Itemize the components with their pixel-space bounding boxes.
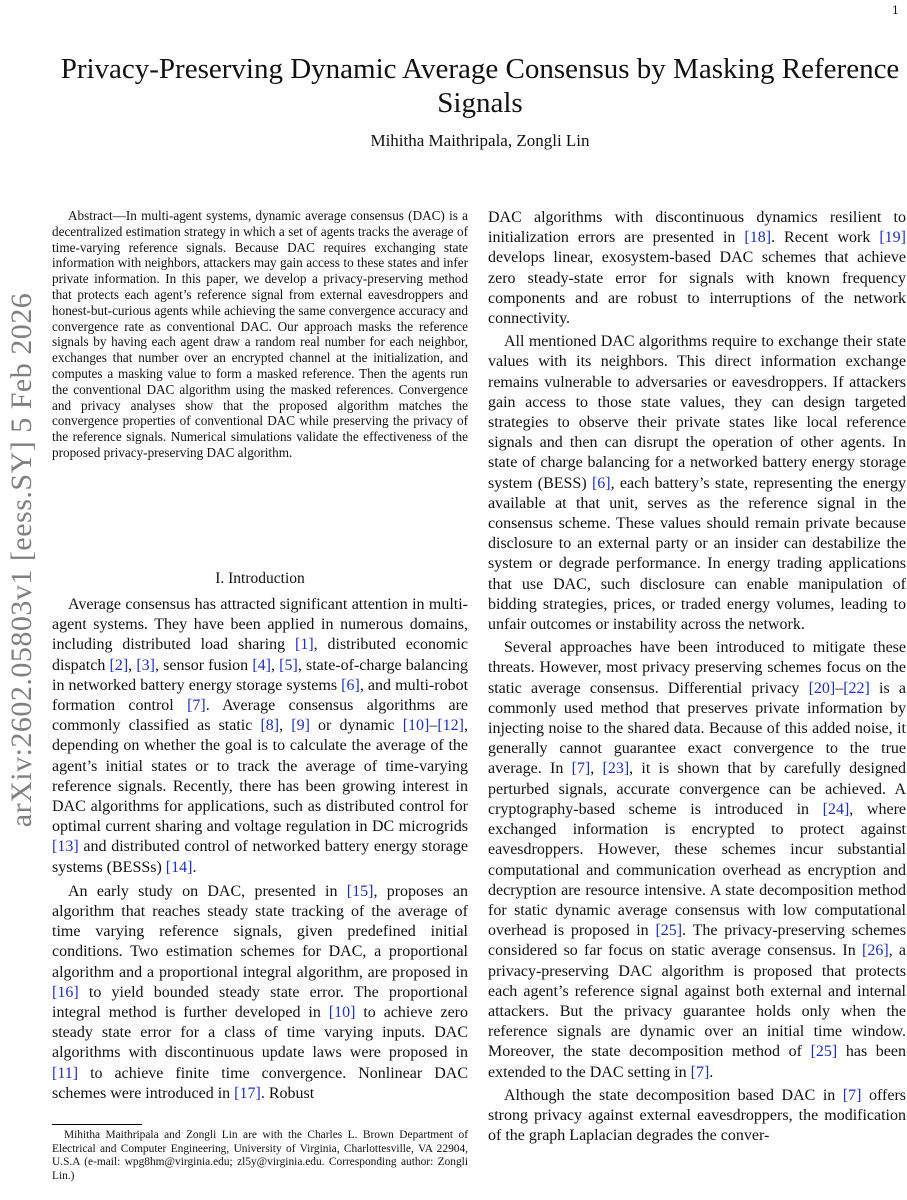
text-run: , [590,760,603,778]
text-run: . The privacy-preserving schemes considered so far focus on static average consensus. In [488,922,907,960]
text-run: , [271,656,280,674]
text-run: has been extended to the DAC setting in [488,1043,907,1081]
citation-link[interactable]: [23] [602,760,630,778]
section-heading-introduction: I. Introduction [215,570,305,587]
author-list: Mihitha Maithripala, Zongli Lin [370,131,590,150]
citation-link[interactable]: [7] [690,1063,710,1081]
text-run: Several approaches have been introduced to mitigate these threats. However, most privacy preserving schemes focus on the static average consensus. Differential privacy [488,639,906,697]
citation-link[interactable]: [6] [591,474,611,492]
text-run: An early study on DAC, presented in [68,882,347,900]
paragraph [488,208,906,329]
citation-link[interactable]: [10] [402,717,430,735]
paragraph [488,638,906,1082]
text-run: . [709,1063,714,1081]
text-run: to yield bounded steady state error. The proportional integral method is further developed in [52,983,468,1022]
text-run: All mentioned DAC algorithms require to exchange their state values with its neighbors. This direct information exchange remains vulnerable to adversaries or eavesdroppers. If attackers gain access to those state values, they can design targeted strategies to observe their private states like local reference signals and then can disrupt the operation of other agents. In state of charge balancing for a networked battery energy storage system (BESS) [488,333,906,492]
arxiv-stamp: arXiv:2602.05803v1 [eess.SY] 5 Feb 2026 [5,292,38,828]
citation-link[interactable]: [2] [109,656,129,674]
text-run: . Recent work [771,229,880,247]
citation-link[interactable]: [16] [52,983,79,1001]
citation-link[interactable]: [13] [52,838,79,856]
text-run: , a privacy-preserving DAC algorithm is proposed that protects each agent’s reference signal against both external and internal attackers. But the privacy guarantee holds only when the reference signals are dynamic over an initial time window. Moreover, the state decomposition method of [488,942,906,1061]
citation-link[interactable]: [10] [328,1004,356,1022]
arxiv-sidebar [0,170,44,950]
citation-link[interactable]: [25] [810,1043,838,1061]
citation-link[interactable]: [7] [842,1086,862,1104]
text-run: Average consensus has attracted significant attention in multi-agent systems. They have been applied in numerous domains, including distributed load sharing [52,596,468,654]
text-run: or dynamic [309,717,403,735]
citation-link[interactable]: [25] [655,922,683,940]
text-run: , and multi-robot formation control [52,676,469,715]
text-run: Although the state decomposition based DAC in [504,1086,843,1104]
text-run: , [128,656,137,674]
citation-link[interactable]: [3] [136,656,155,674]
text-run: . [192,858,197,876]
citation-link[interactable]: [14] [165,858,193,876]
text-run: – [429,717,438,735]
citation-link[interactable]: [11] [52,1064,79,1082]
right-column-body [488,208,906,1146]
text-run: , each battery’s state, representing the energy available at that unit, serves as the reference signal in the consensus scheme. These values should remain private because disclosure to an external party or an insider can destabilize the system or degrade performance. In energy trading applications that use DAC, such disclosure can enable manipulation of bidding strategies, prices, or traded energy volumes, leading to unfair outcomes or instability across the network. [488,474,906,634]
citation-link[interactable]: [8] [260,717,280,735]
text-run: – [835,679,844,697]
citation-link[interactable]: [19] [879,229,906,247]
text-run: , it is shown that by carefully designed perturbed signals, accurate convergence can be achieved. A cryptography-based scheme is introduced in [488,760,907,818]
citation-link[interactable]: [6] [341,676,360,694]
footnote-divider [52,1124,142,1125]
text-run: develops linear, exosystem-based DAC schemes that achieve zero steady-state error for signals with known frequency components and are robust to interruptions of the network connectivity. [488,249,906,328]
text-run: offers strong privacy against external eavesdroppers, the modification of the graph Laplacian degrades the conver- [488,1086,906,1145]
citation-link[interactable]: [18] [744,229,772,247]
citation-link[interactable]: [17] [234,1084,261,1102]
text-run: DAC algorithms with discontinuous dynamics resilient to initialization errors are presented in [488,209,906,247]
paragraph [52,595,468,878]
text-run: . Average consensus algorithms are commonly classified as static [52,697,469,735]
paragraph [488,332,906,635]
text-run: , proposes an algorithm that reaches steady state tracking of the average of time varying reference signals, given predefined initial conditions. Two estimation schemes for DAC, a proportional algorithm and a proportional integral algorithm, are proposed in [52,882,469,981]
author-affiliation-footnote: Mihitha Maithripala and Zongli Lin are with the Charles L. Brown Department of Electrical and Computer Engineering, University of Virginia, Charlottesville, VA 22904, U.S.A (e-mail: wpg8hm@virginia.edu; zl5y@virginia.edu. Corresponding author: Zongli Lin.) [52,1129,468,1182]
text-run: to achieve finite time convergence. Nonlinear DAC schemes were introduced in [52,1064,468,1102]
citation-link[interactable]: [26] [861,942,889,960]
citation-link[interactable]: [4] [252,656,271,674]
paper-title: Privacy-Preserving Dynamic Average Consensus by Masking Reference Signals [60,53,900,119]
citation-link[interactable]: [12] [437,717,464,735]
text-run: . Robust [260,1084,315,1102]
text-run: , state-of-charge balancing in networked battery energy storage systems [52,656,468,694]
text-run: , depending on whether the goal is to calculate the average of the agent’s initial states or to track the average of time-varying reference signals. Recently, there has been growing interest in DAC algorithms for applications, such as distributed control for optimal current sharing and voltage regulation in DC microgrids [52,717,468,836]
text-run: , where exchanged information is encrypted to protect against eavesdroppers. However, these schemes incur substantial computational and communication overhead as encryption and decryption are resource intensive. A state decomposition method for static dynamic average consensus with low computational overhead is proposed in [488,800,906,940]
abstract: Abstract—In multi-agent systems, dynamic average consensus (DAC) is a decentralized estimation strategy in which a set of agents tracks the average of time-varying reference signals. Because DAC requires exchanging state information with neighbors, attackers may gain access to these states and infer private information. In this paper, we develop a privacy-preserving method that protects each agent’s reference signal from external eavesdroppers and honest-but-curious agents while achieving the same convergence accuracy and convergence rate as conventional DAC. Our approach masks the reference signals by having each agent draw a random real number for each neighbor, exchanges that number over an encrypted channel at the initialization, and computes a masking value to form a masked reference. Then the agents run the conventional DAC algorithm using the masked references. Convergence and privacy analyses show that the proposed algorithm matches the convergence properties of conventional DAC while preserving the privacy of the reference signals. Numerical simulations validate the effectiveness of the proposed privacy-preserving DAC algorithm. [52,208,468,460]
text-run: is a commonly used method that preserves private information by injecting noise to the shared data. Because of this added noise, it generally cannot guarantee exact convergence to the true average. In [488,679,906,778]
citation-link[interactable]: [15] [346,882,374,900]
citation-link[interactable]: [7] [571,760,591,778]
page-number: 1 [892,4,899,17]
text-run: , [279,717,292,735]
paragraph [488,1086,906,1147]
text-run: and distributed control of networked battery energy storage systems (BESSs) [52,838,468,876]
citation-link[interactable]: [1] [294,636,314,654]
introduction-body [52,595,468,1104]
text-run: to achieve zero steady state error for a class of time varying inputs. DAC algorithms with discontinuous update laws were proposed in [52,1004,469,1062]
citation-link[interactable]: [7] [187,697,206,715]
citation-link[interactable]: [22] [843,679,870,697]
citation-link[interactable]: [24] [822,800,850,818]
citation-link[interactable]: [5] [279,656,298,674]
paragraph [52,882,468,1104]
citation-link[interactable]: [9] [291,717,310,735]
citation-link[interactable]: [20] [808,679,836,697]
text-run: , distributed economic dispatch [52,636,468,674]
text-run: , sensor fusion [154,656,253,674]
